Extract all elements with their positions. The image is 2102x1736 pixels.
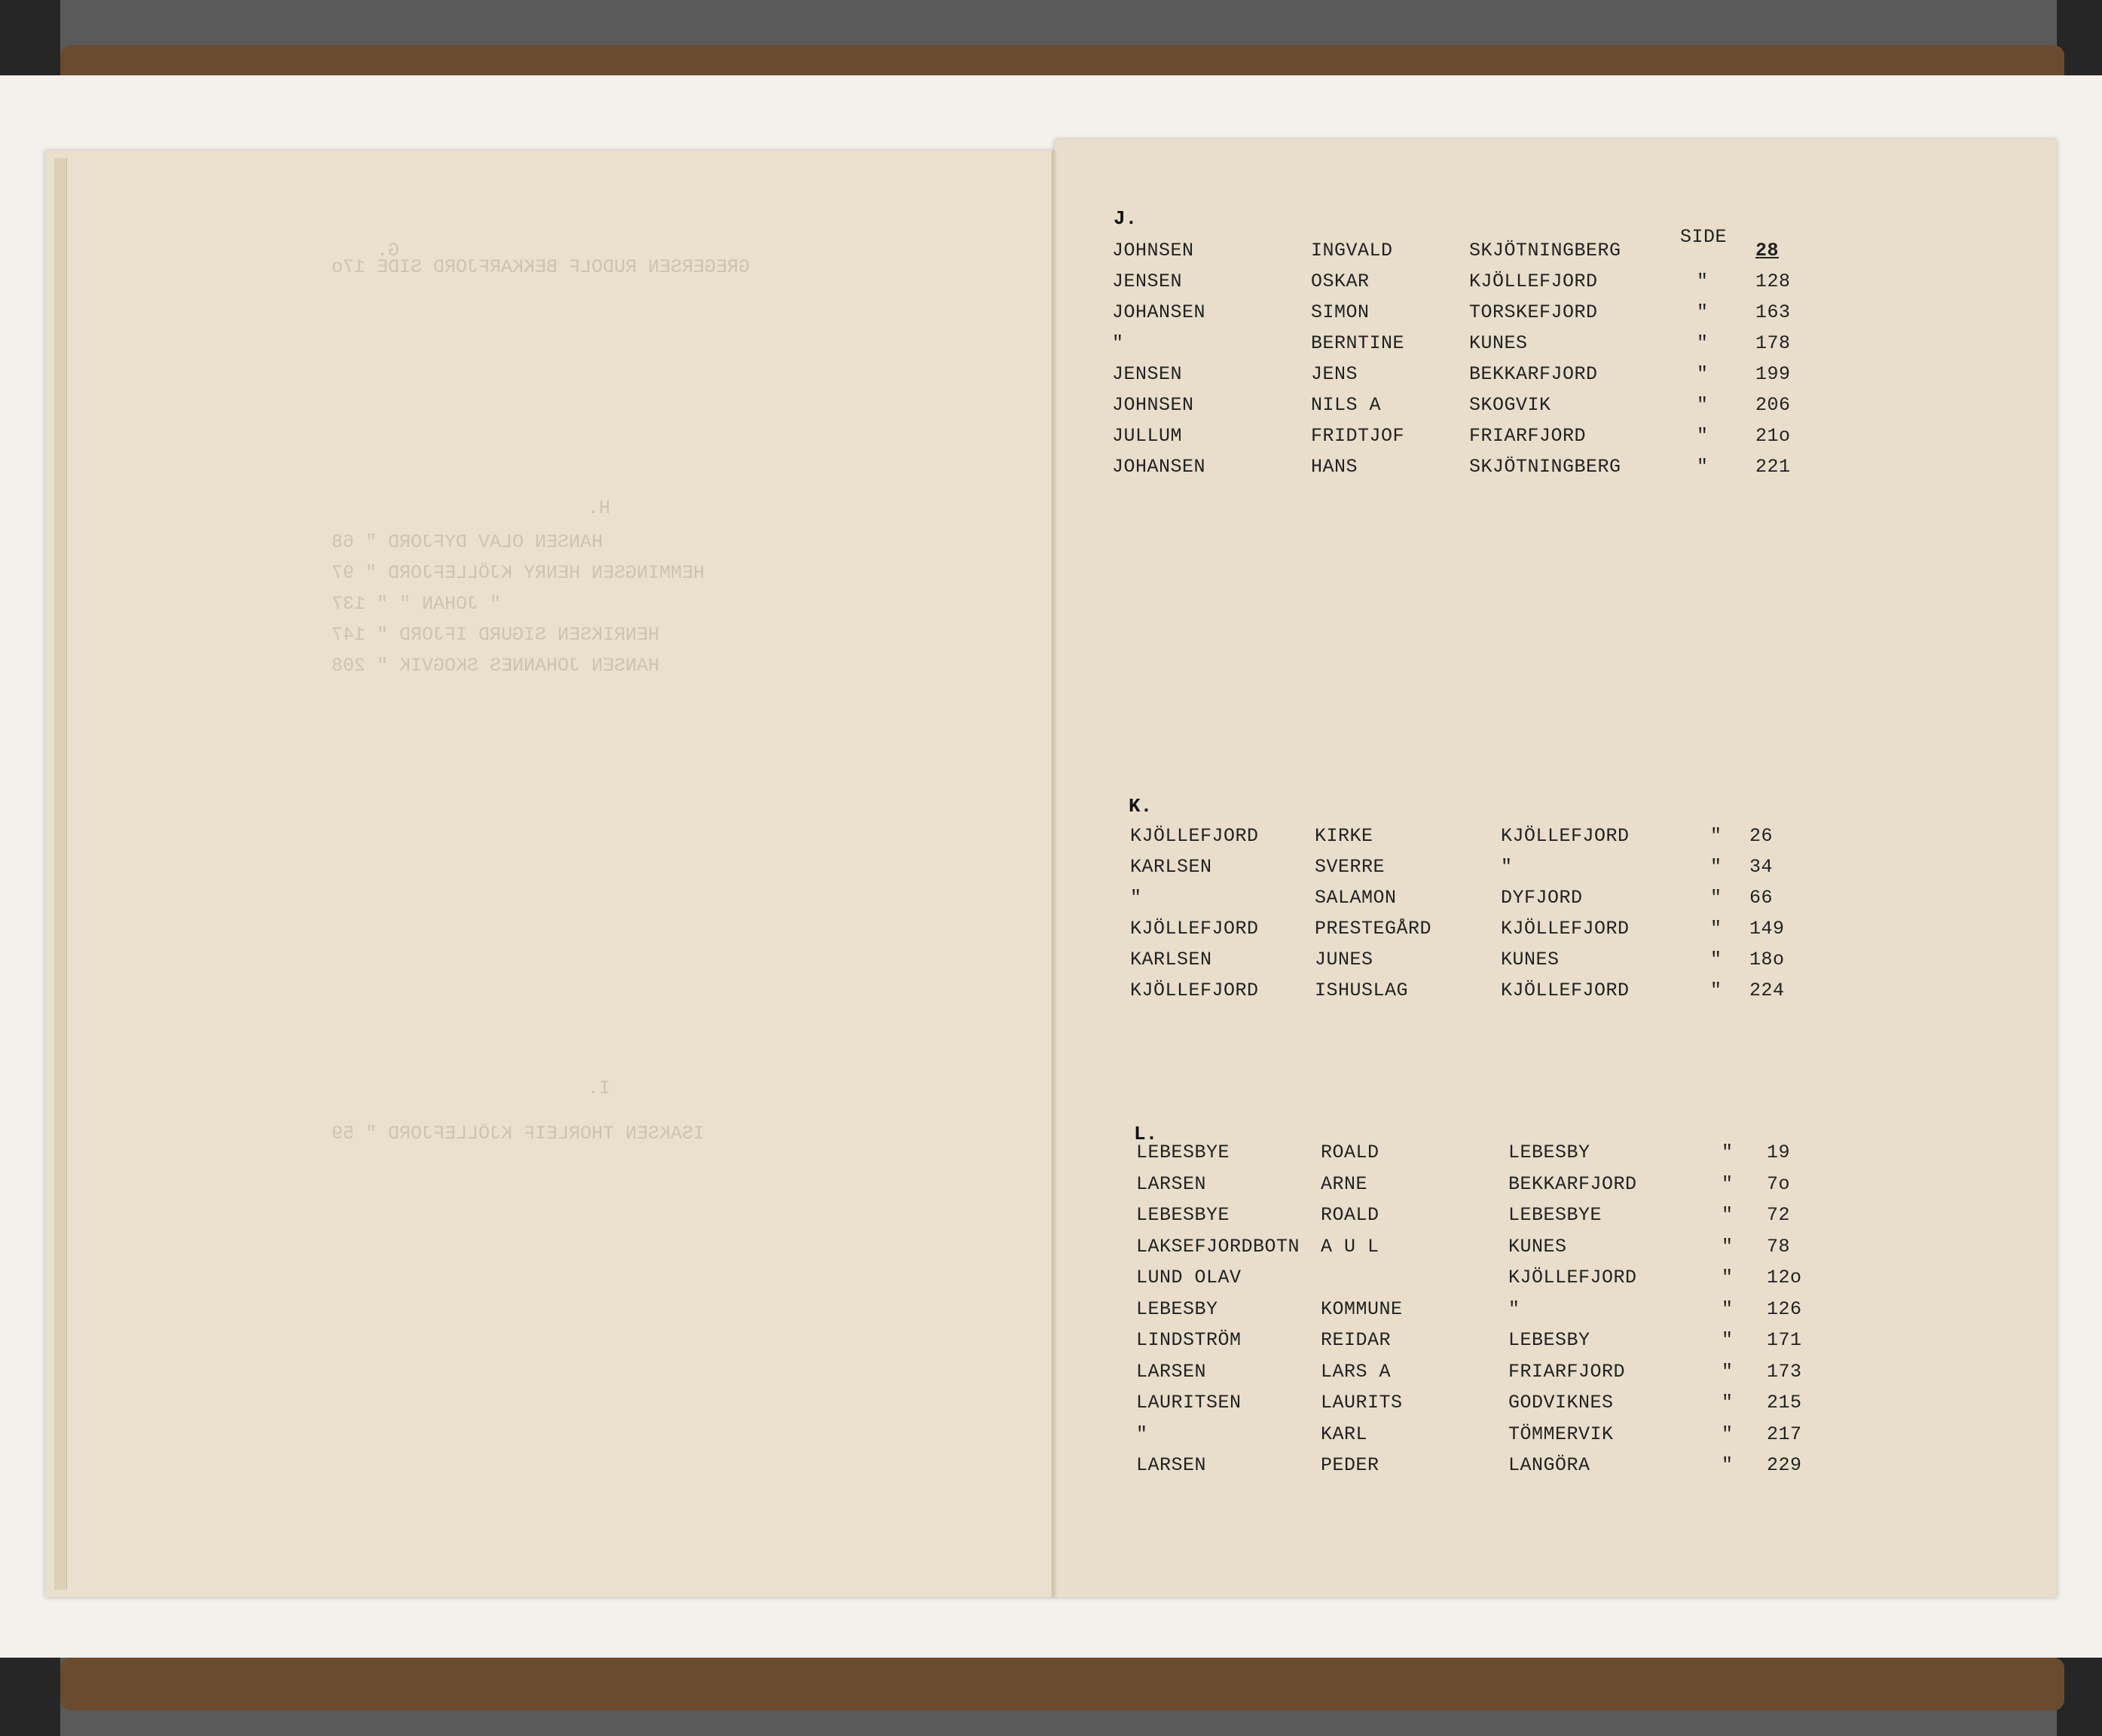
- section-l-row-0-surname: LEBESBYE: [1136, 1142, 1230, 1163]
- section-j-row-7-surname: JOHANSEN: [1112, 456, 1206, 478]
- ghost-h-row: HANSEN OLAV DYFJORD " 68: [331, 531, 603, 553]
- section-l-row-1-place: BEKKARFJORD: [1508, 1172, 1637, 1195]
- section-l-row-6-ditto-mark: ": [1722, 1329, 1734, 1351]
- section-l-row-5-place: ": [1508, 1297, 1520, 1320]
- section-l-row-5-given-name: KOMMUNE: [1321, 1297, 1403, 1320]
- section-k-row-5-page-number: 224: [1749, 980, 1785, 1001]
- section-l-row-3-place: KUNES: [1508, 1235, 1567, 1258]
- section-j-row-0-given-name: INGVALD: [1311, 240, 1393, 261]
- section-k-row-2-surname: ": [1130, 887, 1142, 909]
- section-k-row-3-page-number: 149: [1749, 918, 1785, 940]
- section-l-row-10-ditto-mark: ": [1722, 1454, 1734, 1476]
- section-l-row-7-place: FRIARFJORD: [1508, 1360, 1626, 1383]
- section-l-row-7-ditto-mark: ": [1722, 1360, 1734, 1383]
- section-j-row-1-page-number: 128: [1755, 270, 1791, 292]
- section-j-row-0-page-number: 28: [1755, 240, 1780, 261]
- section-j-row-5-page-number: 206: [1755, 394, 1791, 416]
- section-l-row-8-place: GODVIKNES: [1508, 1392, 1614, 1414]
- section-l-row-6-given-name: REIDAR: [1321, 1329, 1392, 1351]
- section-k-row-0-ditto-mark: ": [1710, 825, 1722, 847]
- ghost-g-row: GREGERSEN RUDOLF BEKKARFJORD SIDE 17o: [331, 256, 750, 278]
- section-j-row-0-surname: JOHNSEN: [1112, 240, 1194, 261]
- book-gutter: [1052, 151, 1058, 1597]
- section-l-row-7-page-number: 173: [1767, 1360, 1802, 1383]
- section-l-row-4-surname: LUND OLAV: [1136, 1267, 1242, 1288]
- section-j-row-6-place: FRIARFJORD: [1469, 425, 1587, 447]
- section-j-row-6-surname: JULLUM: [1112, 425, 1183, 447]
- section-l-row-4-place: KJÖLLEFJORD: [1508, 1267, 1637, 1288]
- section-k-row-4-page-number: 18o: [1749, 949, 1785, 970]
- section-k-row-2-given-name: SALAMON: [1315, 887, 1397, 909]
- section-l-row-6-place: LEBESBY: [1508, 1329, 1590, 1351]
- section-l-row-9-given-name: KARL: [1321, 1423, 1368, 1445]
- section-j-row-4-ditto-mark: ": [1697, 363, 1709, 385]
- section-k-row-0-page-number: 26: [1749, 825, 1774, 847]
- section-l-row-10-place: LANGÖRA: [1508, 1454, 1590, 1476]
- section-k-row-3-place: KJÖLLEFJORD: [1501, 918, 1630, 940]
- section-j-row-7-ditto-mark: ": [1697, 456, 1709, 478]
- section-l-row-10-page-number: 229: [1767, 1454, 1802, 1476]
- section-k-row-2-place: DYFJORD: [1501, 887, 1583, 909]
- section-j-row-7-given-name: HANS: [1311, 456, 1358, 478]
- section-k-row-2-ditto-mark: ": [1710, 887, 1722, 909]
- section-l-row-8-surname: LAURITSEN: [1136, 1392, 1242, 1414]
- section-k-row-0-surname: KJÖLLEFJORD: [1130, 825, 1259, 847]
- section-l-row-4-page-number: 12o: [1767, 1267, 1802, 1288]
- section-l-row-0-ditto-mark: ": [1722, 1142, 1734, 1163]
- section-k-row-5-ditto-mark: ": [1710, 980, 1722, 1001]
- section-l-row-3-given-name: A U L: [1321, 1235, 1379, 1258]
- section-j-row-6-given-name: FRIDTJOF: [1311, 425, 1405, 447]
- ghost-i-row: ISAKSEN THORLEIF KJÖLLEFJORD " 59: [331, 1123, 705, 1145]
- left-page: [45, 151, 1055, 1597]
- section-k-row-1-given-name: SVERRE: [1315, 856, 1386, 878]
- section-k-row-5-place: KJÖLLEFJORD: [1501, 980, 1630, 1001]
- ghost-h-row: " JOHAN " " 137: [331, 593, 502, 615]
- section-l-row-2-place: LEBESBYE: [1508, 1204, 1602, 1226]
- section-l-row-6-page-number: 171: [1767, 1329, 1802, 1351]
- section-l-row-5-surname: LEBESBY: [1136, 1297, 1218, 1320]
- section-j-row-5-surname: JOHNSEN: [1112, 394, 1194, 416]
- section-k-row-1-place: ": [1501, 856, 1513, 878]
- section-j-row-1-ditto-mark: ": [1697, 270, 1709, 292]
- section-j-row-6-ditto-mark: ": [1697, 425, 1709, 447]
- ghost-h-row: HANSEN JOHANNES SKOGVIK " 208: [331, 655, 660, 677]
- ghost-g-heading: G.: [377, 240, 400, 261]
- section-l-row-10-surname: LARSEN: [1136, 1454, 1207, 1476]
- section-j-row-1-given-name: OSKAR: [1311, 270, 1370, 292]
- section-j-row-2-given-name: SIMON: [1311, 301, 1370, 323]
- section-j-row-1-place: KJÖLLEFJORD: [1469, 270, 1598, 292]
- section-j-row-4-given-name: JENS: [1311, 363, 1358, 385]
- section-heading-l: L.: [1134, 1123, 1158, 1145]
- section-l-row-8-ditto-mark: ": [1722, 1392, 1734, 1414]
- book-cover-bottom: [60, 1658, 2064, 1710]
- section-heading-j: J.: [1114, 207, 1138, 230]
- section-l-row-8-page-number: 215: [1767, 1392, 1802, 1414]
- section-l-row-2-page-number: 72: [1767, 1204, 1791, 1226]
- section-l-row-9-ditto-mark: ": [1722, 1423, 1734, 1445]
- section-l-row-7-given-name: LARS A: [1321, 1360, 1392, 1383]
- section-l-row-2-surname: LEBESBYE: [1136, 1204, 1230, 1226]
- section-j-row-4-surname: JENSEN: [1112, 363, 1183, 385]
- section-l-row-1-given-name: ARNE: [1321, 1172, 1368, 1195]
- section-j-row-2-page-number: 163: [1755, 301, 1791, 323]
- section-j-row-2-surname: JOHANSEN: [1112, 301, 1206, 323]
- ghost-h-row: HEMMINGSEN HENRY KJÖLLEFJORD " 97: [331, 562, 705, 584]
- section-k-row-2-page-number: 66: [1749, 887, 1774, 909]
- section-l-row-0-given-name: ROALD: [1321, 1142, 1379, 1163]
- section-l-row-9-place: TÖMMERVIK: [1508, 1423, 1614, 1445]
- section-l-row-9-surname: ": [1136, 1423, 1148, 1445]
- section-j-row-7-place: SKJÖTNINGBERG: [1469, 456, 1621, 478]
- section-k-row-1-page-number: 34: [1749, 856, 1774, 878]
- section-j-row-3-surname: ": [1112, 332, 1124, 354]
- section-l-row-0-place: LEBESBY: [1508, 1142, 1590, 1163]
- section-l-row-8-given-name: LAURITS: [1321, 1392, 1403, 1414]
- section-j-row-4-page-number: 199: [1755, 363, 1791, 385]
- section-k-row-5-surname: KJÖLLEFJORD: [1130, 980, 1259, 1001]
- section-l-row-10-given-name: PEDER: [1321, 1454, 1379, 1476]
- section-l-row-2-ditto-mark: ": [1722, 1204, 1734, 1226]
- section-l-row-4-ditto-mark: ": [1722, 1267, 1734, 1288]
- section-l-row-5-ditto-mark: ": [1722, 1297, 1734, 1320]
- section-j-row-3-page-number: 178: [1755, 332, 1791, 354]
- section-l-row-3-page-number: 78: [1767, 1235, 1791, 1258]
- section-j-row-3-ditto-mark: ": [1697, 332, 1709, 354]
- section-j-row-6-page-number: 21o: [1755, 425, 1791, 447]
- section-j-row-5-given-name: NILS A: [1311, 394, 1382, 416]
- section-j-row-3-place: KUNES: [1469, 332, 1528, 354]
- ghost-h-heading: H.: [588, 497, 611, 519]
- section-j-row-2-place: TORSKEFJORD: [1469, 301, 1598, 323]
- section-k-row-4-place: KUNES: [1501, 949, 1560, 970]
- section-l-row-9-page-number: 217: [1767, 1423, 1802, 1445]
- section-l-row-5-page-number: 126: [1767, 1297, 1802, 1320]
- section-j-row-5-place: SKOGVIK: [1469, 394, 1551, 416]
- section-k-row-0-given-name: KIRKE: [1315, 825, 1373, 847]
- section-k-row-4-ditto-mark: ": [1710, 949, 1722, 970]
- ghost-i-heading: I.: [588, 1077, 611, 1099]
- section-j-row-2-ditto-mark: ": [1697, 301, 1709, 323]
- stacked-page-edges: [54, 158, 67, 1590]
- section-l-row-1-ditto-mark: ": [1722, 1172, 1734, 1195]
- section-k-row-3-ditto-mark: ": [1710, 918, 1722, 940]
- side-label: SIDE: [1680, 226, 1728, 248]
- section-l-row-3-ditto-mark: ": [1722, 1235, 1734, 1258]
- section-j-row-3-given-name: BERNTINE: [1311, 332, 1405, 354]
- section-l-row-1-page-number: 7o: [1767, 1172, 1791, 1195]
- section-k-row-5-given-name: ISHUSLAG: [1315, 980, 1409, 1001]
- section-j-row-1-surname: JENSEN: [1112, 270, 1183, 292]
- section-j-row-7-page-number: 221: [1755, 456, 1791, 478]
- section-k-row-1-surname: KARLSEN: [1130, 856, 1212, 878]
- section-k-row-0-place: KJÖLLEFJORD: [1501, 825, 1630, 847]
- section-j-row-4-place: BEKKARFJORD: [1469, 363, 1598, 385]
- section-k-row-3-surname: KJÖLLEFJORD: [1130, 918, 1259, 940]
- section-heading-k: K.: [1129, 795, 1153, 818]
- section-k-row-4-given-name: JUNES: [1315, 949, 1373, 970]
- section-l-row-0-page-number: 19: [1767, 1142, 1791, 1163]
- section-j-row-0-place: SKJÖTNINGBERG: [1469, 240, 1621, 261]
- section-l-row-1-surname: LARSEN: [1136, 1172, 1207, 1195]
- section-k-row-3-given-name: PRESTEGÅRD: [1315, 918, 1432, 940]
- section-l-row-2-given-name: ROALD: [1321, 1204, 1379, 1226]
- section-j-row-5-ditto-mark: ": [1697, 394, 1709, 416]
- section-k-row-4-surname: KARLSEN: [1130, 949, 1212, 970]
- section-l-row-3-surname: LAKSEFJORDBOTN: [1136, 1235, 1300, 1258]
- section-l-row-6-surname: LINDSTRÖM: [1136, 1329, 1242, 1351]
- ghost-h-row: HENRIKSEN SIGURD IFJORD " 147: [331, 624, 660, 646]
- section-k-row-1-ditto-mark: ": [1710, 856, 1722, 878]
- section-l-row-7-surname: LARSEN: [1136, 1360, 1207, 1383]
